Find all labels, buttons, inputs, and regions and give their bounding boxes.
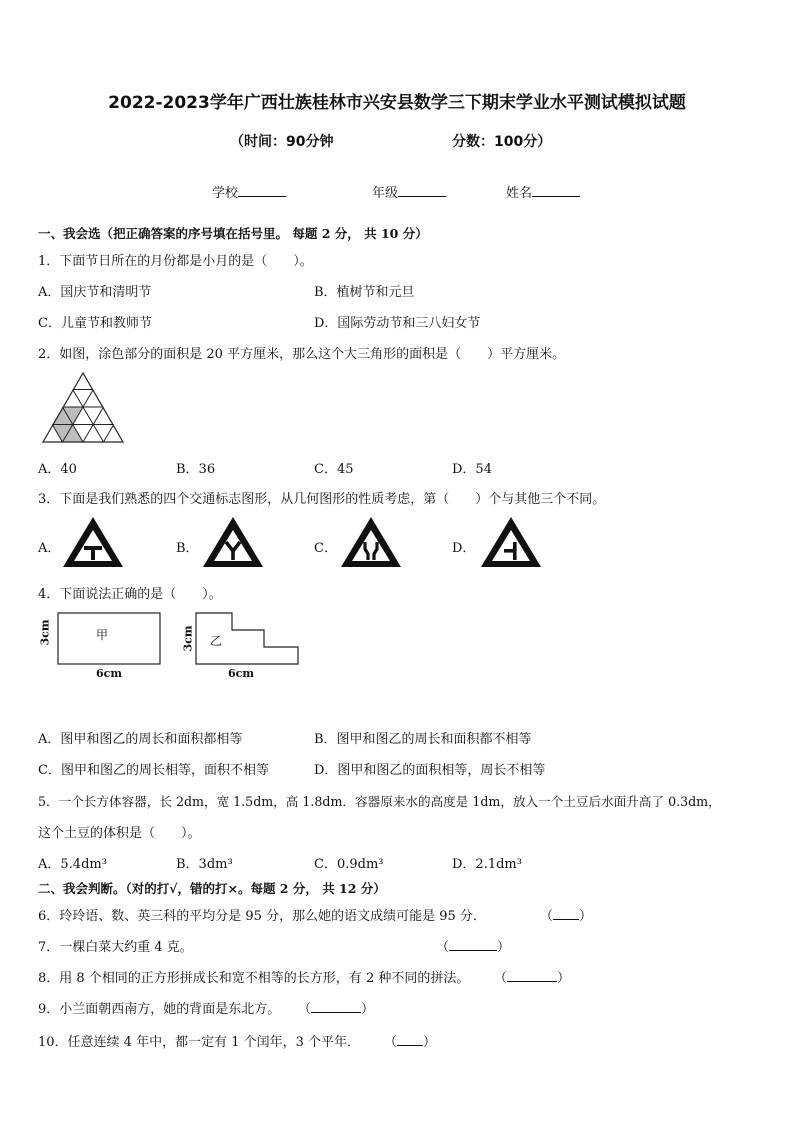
q4-text: 4．下面说法正确的是（ ）。 [38, 587, 222, 602]
figure-jia-width-label: 6cm [96, 667, 122, 680]
q7-text: 7．一棵白菜大约重 4 克。 [38, 940, 193, 955]
q3-option-d: D． [452, 541, 476, 556]
q5-option-b: B．3dm³ [176, 857, 233, 872]
q1-option-c: C．儿童节和教师节 [38, 316, 152, 331]
q2-text: 2．如图，涂色部分的面积是 20 平方厘米，那么这个大三角形的面积是（ ）平方厘米。 [38, 347, 566, 362]
q2-option-b: B．36 [176, 462, 216, 477]
traffic-sign-c-icon [340, 516, 402, 568]
q4-option-b: B．图甲和图乙的周长和面积都不相等 [314, 732, 532, 747]
q9-paren-close: ） [361, 1002, 375, 1017]
q7-answer-blank[interactable] [436, 936, 510, 955]
q8-paren-close: ） [557, 971, 571, 986]
traffic-sign-a-icon [62, 516, 124, 568]
q2-option-a: A．40 [38, 462, 77, 477]
q5-option-a: A．5.4dm³ [38, 857, 107, 872]
q1-option-d: D．国际劳动节和三八妇女节 [314, 316, 481, 331]
section-1-heading: 一、我会选（把正确答案的序号填在括号里。 每题 2 分， 共 10 分） [38, 226, 428, 241]
figure-yi-width-label: 6cm [228, 667, 254, 680]
q6-answer-line [553, 907, 579, 920]
page-title: 2022-2023学年广西壮族桂林市兴安县数学三下期末学业水平测试模拟试题 [108, 93, 686, 113]
traffic-sign-d-icon [480, 516, 542, 568]
q5-option-c: C．0.9dm³ [314, 857, 384, 872]
figure-yi-label: 乙 [210, 634, 223, 648]
q10-paren-open: （ [384, 1035, 398, 1050]
q9-text: 9．小兰面朝西南方，她的背面是东北方。 [38, 1002, 281, 1017]
name-blank[interactable] [532, 184, 580, 197]
q10-answer-blank[interactable] [384, 1031, 436, 1050]
grade-blank[interactable] [398, 184, 446, 197]
traffic-sign-b-icon [202, 516, 264, 568]
q7-paren-open: （ [436, 940, 450, 955]
q4-option-c: C．图甲和图乙的周长相等，面积不相等 [38, 763, 269, 778]
q10-answer-line [397, 1033, 423, 1046]
q3-option-c: C． [314, 541, 337, 556]
q6-paren-open: （ [540, 909, 554, 924]
q9-answer-blank[interactable] [298, 998, 374, 1017]
q2-triangle-figure [42, 372, 124, 442]
q9-answer-line [311, 1000, 361, 1013]
name-label: 姓名 [506, 186, 533, 201]
grade-field [372, 182, 446, 201]
q3-text: 3．下面是我们熟悉的四个交通标志图形，从几何图形的性质考虑，第（ ）个与其他三个不同。 [38, 492, 606, 507]
q4-option-d: D．图甲和图乙的面积相等，周长不相等 [314, 763, 546, 778]
q8-answer-blank[interactable] [494, 967, 570, 986]
name-field [506, 182, 580, 201]
q3-option-a: A． [38, 541, 61, 556]
q5-option-d: D．2.1dm³ [452, 857, 522, 872]
q4-option-a: A．图甲和图乙的周长和面积都相等 [38, 732, 243, 747]
exam-time: （时间：90分钟 [230, 134, 334, 150]
grade-label: 年级 [372, 186, 399, 201]
q9-paren-open: （ [298, 1002, 312, 1017]
q5-text-line-1: 5．一个长方体容器，长 2dm，宽 1.5dm，高 1.8dm．容器原来水的高度是 1dm，放入一个土豆后水面升高了 0.3dm， [38, 794, 721, 809]
figure-jia-label: 甲 [96, 628, 109, 642]
q7-answer-line [449, 938, 497, 951]
q6-text: 6．玲玲语、数、英三科的平均分是 95 分，那么她的语文成绩可能是 95 分． [38, 909, 486, 924]
q8-text: 8．用 8 个相同的正方形拼成长和宽不相等的长方形，有 2 种不同的拼法。 [38, 971, 470, 986]
q10-text: 10．任意连续 4 年中，都一定有 1 个闰年，3 个平年． [38, 1035, 361, 1050]
q6-answer-blank[interactable] [540, 905, 592, 924]
q2-option-d: D．54 [452, 462, 492, 477]
q7-paren-close: ） [497, 940, 511, 955]
q8-answer-line [507, 969, 557, 982]
q1-option-a: A．国庆节和清明节 [38, 285, 152, 300]
q1-text: 1．下面节日所在的月份都是小月的是（ ）。 [38, 254, 313, 269]
q2-option-c: C．45 [314, 462, 354, 477]
q10-paren-close: ） [423, 1035, 437, 1050]
school-blank[interactable] [238, 184, 286, 197]
q6-paren-close: ） [579, 909, 593, 924]
q1-option-b: B．植树节和元旦 [314, 285, 415, 300]
school-label: 学校 [212, 186, 239, 201]
exam-score: 分数：100分） [452, 134, 552, 150]
q5-text-line-2: 这个土豆的体积是（ ）。 [38, 826, 201, 841]
section-2-heading: 二、我会判断。（对的打√，错的打×。每题 2 分， 共 12 分） [38, 881, 386, 896]
q8-paren-open: （ [494, 971, 508, 986]
q3-option-b: B． [176, 541, 199, 556]
figure-yi-height-label: 3cm [181, 625, 195, 652]
figure-jia-height-label: 3cm [38, 619, 52, 646]
school-field [212, 182, 286, 201]
